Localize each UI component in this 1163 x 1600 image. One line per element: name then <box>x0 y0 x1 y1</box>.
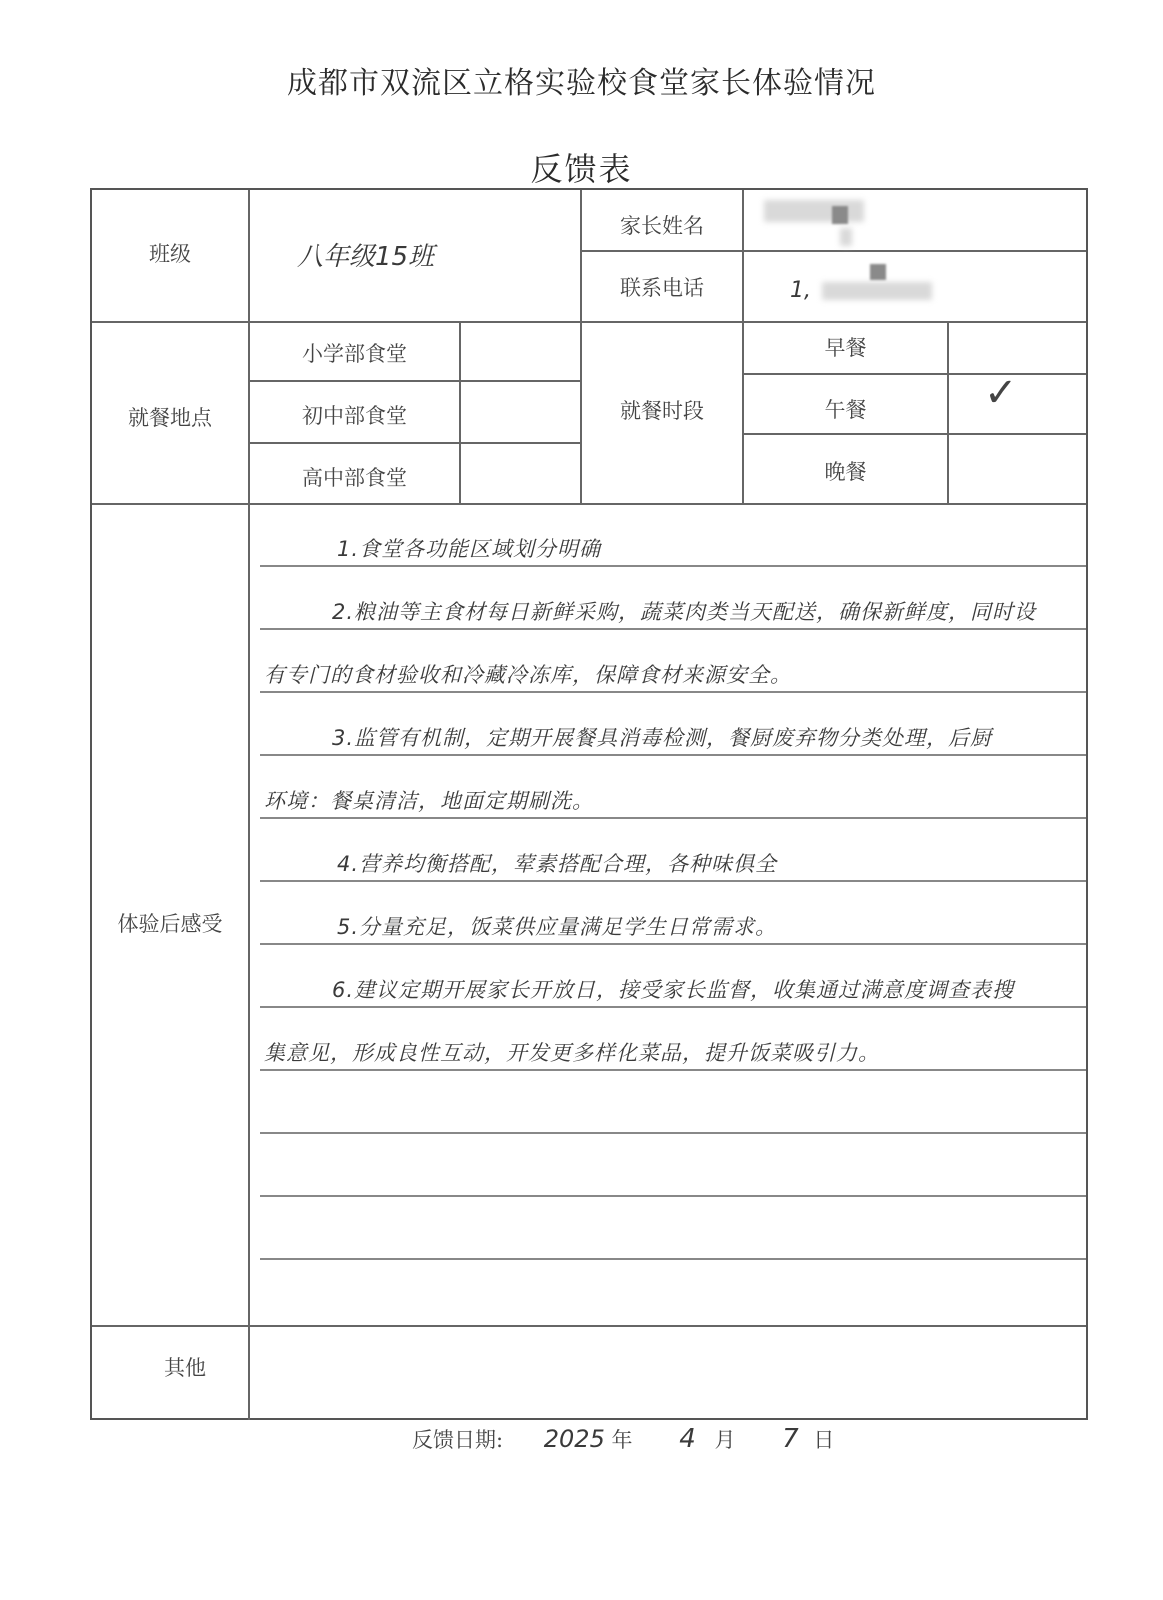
breakfast-option[interactable]: 早餐 <box>824 336 867 360</box>
parent-name-label: 家长姓名 <box>620 214 704 238</box>
date-month-value[interactable]: 4 <box>679 1424 696 1454</box>
date-day-value[interactable]: 7 <box>782 1424 799 1454</box>
class-value[interactable]: 八年级15班 <box>297 242 435 272</box>
redacted-name <box>764 200 864 222</box>
experience-line: 5.分量充足，饭菜供应量满足学生日常需求。 <box>337 915 778 939</box>
lunch-checkmark-icon[interactable]: ✓ <box>984 370 1018 416</box>
experience-line: 2.粮油等主食材每日新鲜采购，蔬菜肉类当天配送，确保新鲜度，同时设 <box>332 600 1037 624</box>
phone-value[interactable]: 1, <box>790 278 811 303</box>
redacted-phone <box>822 282 932 300</box>
dining-time-label: 就餐时段 <box>620 399 704 423</box>
day-unit: 日 <box>813 1428 835 1452</box>
class-label: 班级 <box>149 242 191 266</box>
dining-location-label: 就餐地点 <box>128 406 212 430</box>
month-unit: 月 <box>714 1428 736 1452</box>
experience-line: 4.营养均衡搭配，荤素搭配合理，各种味俱全 <box>337 852 778 876</box>
experience-line: 集意见，形成良性互动，开发更多样化菜品，提升饭菜吸引力。 <box>264 1041 880 1065</box>
feedback-date-label: 反馈日期: <box>412 1428 504 1452</box>
phone-label: 联系电话 <box>620 276 704 300</box>
experience-line: 有专门的食材验收和冷藏冷冻库，保障食材来源安全。 <box>264 663 792 687</box>
dinner-option[interactable]: 晚餐 <box>824 460 867 484</box>
junior-canteen-option[interactable]: 初中部食堂 <box>302 404 407 428</box>
experience-line: 环境：餐桌清洁，地面定期刷洗。 <box>264 789 594 813</box>
year-unit: 年 <box>611 1428 633 1452</box>
document-title: 成都市双流区立格实验校食堂家长体验情况 <box>287 66 876 101</box>
date-year-value[interactable]: 2025 <box>543 1425 605 1453</box>
senior-canteen-option[interactable]: 高中部食堂 <box>302 466 407 490</box>
other-label: 其他 <box>164 1356 206 1380</box>
feedback-date-row <box>412 1424 834 1454</box>
primary-canteen-option[interactable]: 小学部食堂 <box>302 342 407 366</box>
experience-label: 体验后感受 <box>117 912 223 936</box>
experience-line: 6.建议定期开展家长开放日，接受家长监督，收集通过满意度调查表搜 <box>332 978 1015 1002</box>
feedback-form-table <box>90 188 1088 1420</box>
document-subtitle: 反馈表 <box>530 150 633 188</box>
experience-line: 3.监管有机制，定期开展餐具消毒检测，餐厨废弃物分类处理，后厨 <box>332 726 993 750</box>
experience-line: 1.食堂各功能区域划分明确 <box>337 537 602 561</box>
lunch-option[interactable]: 午餐 <box>824 398 867 422</box>
